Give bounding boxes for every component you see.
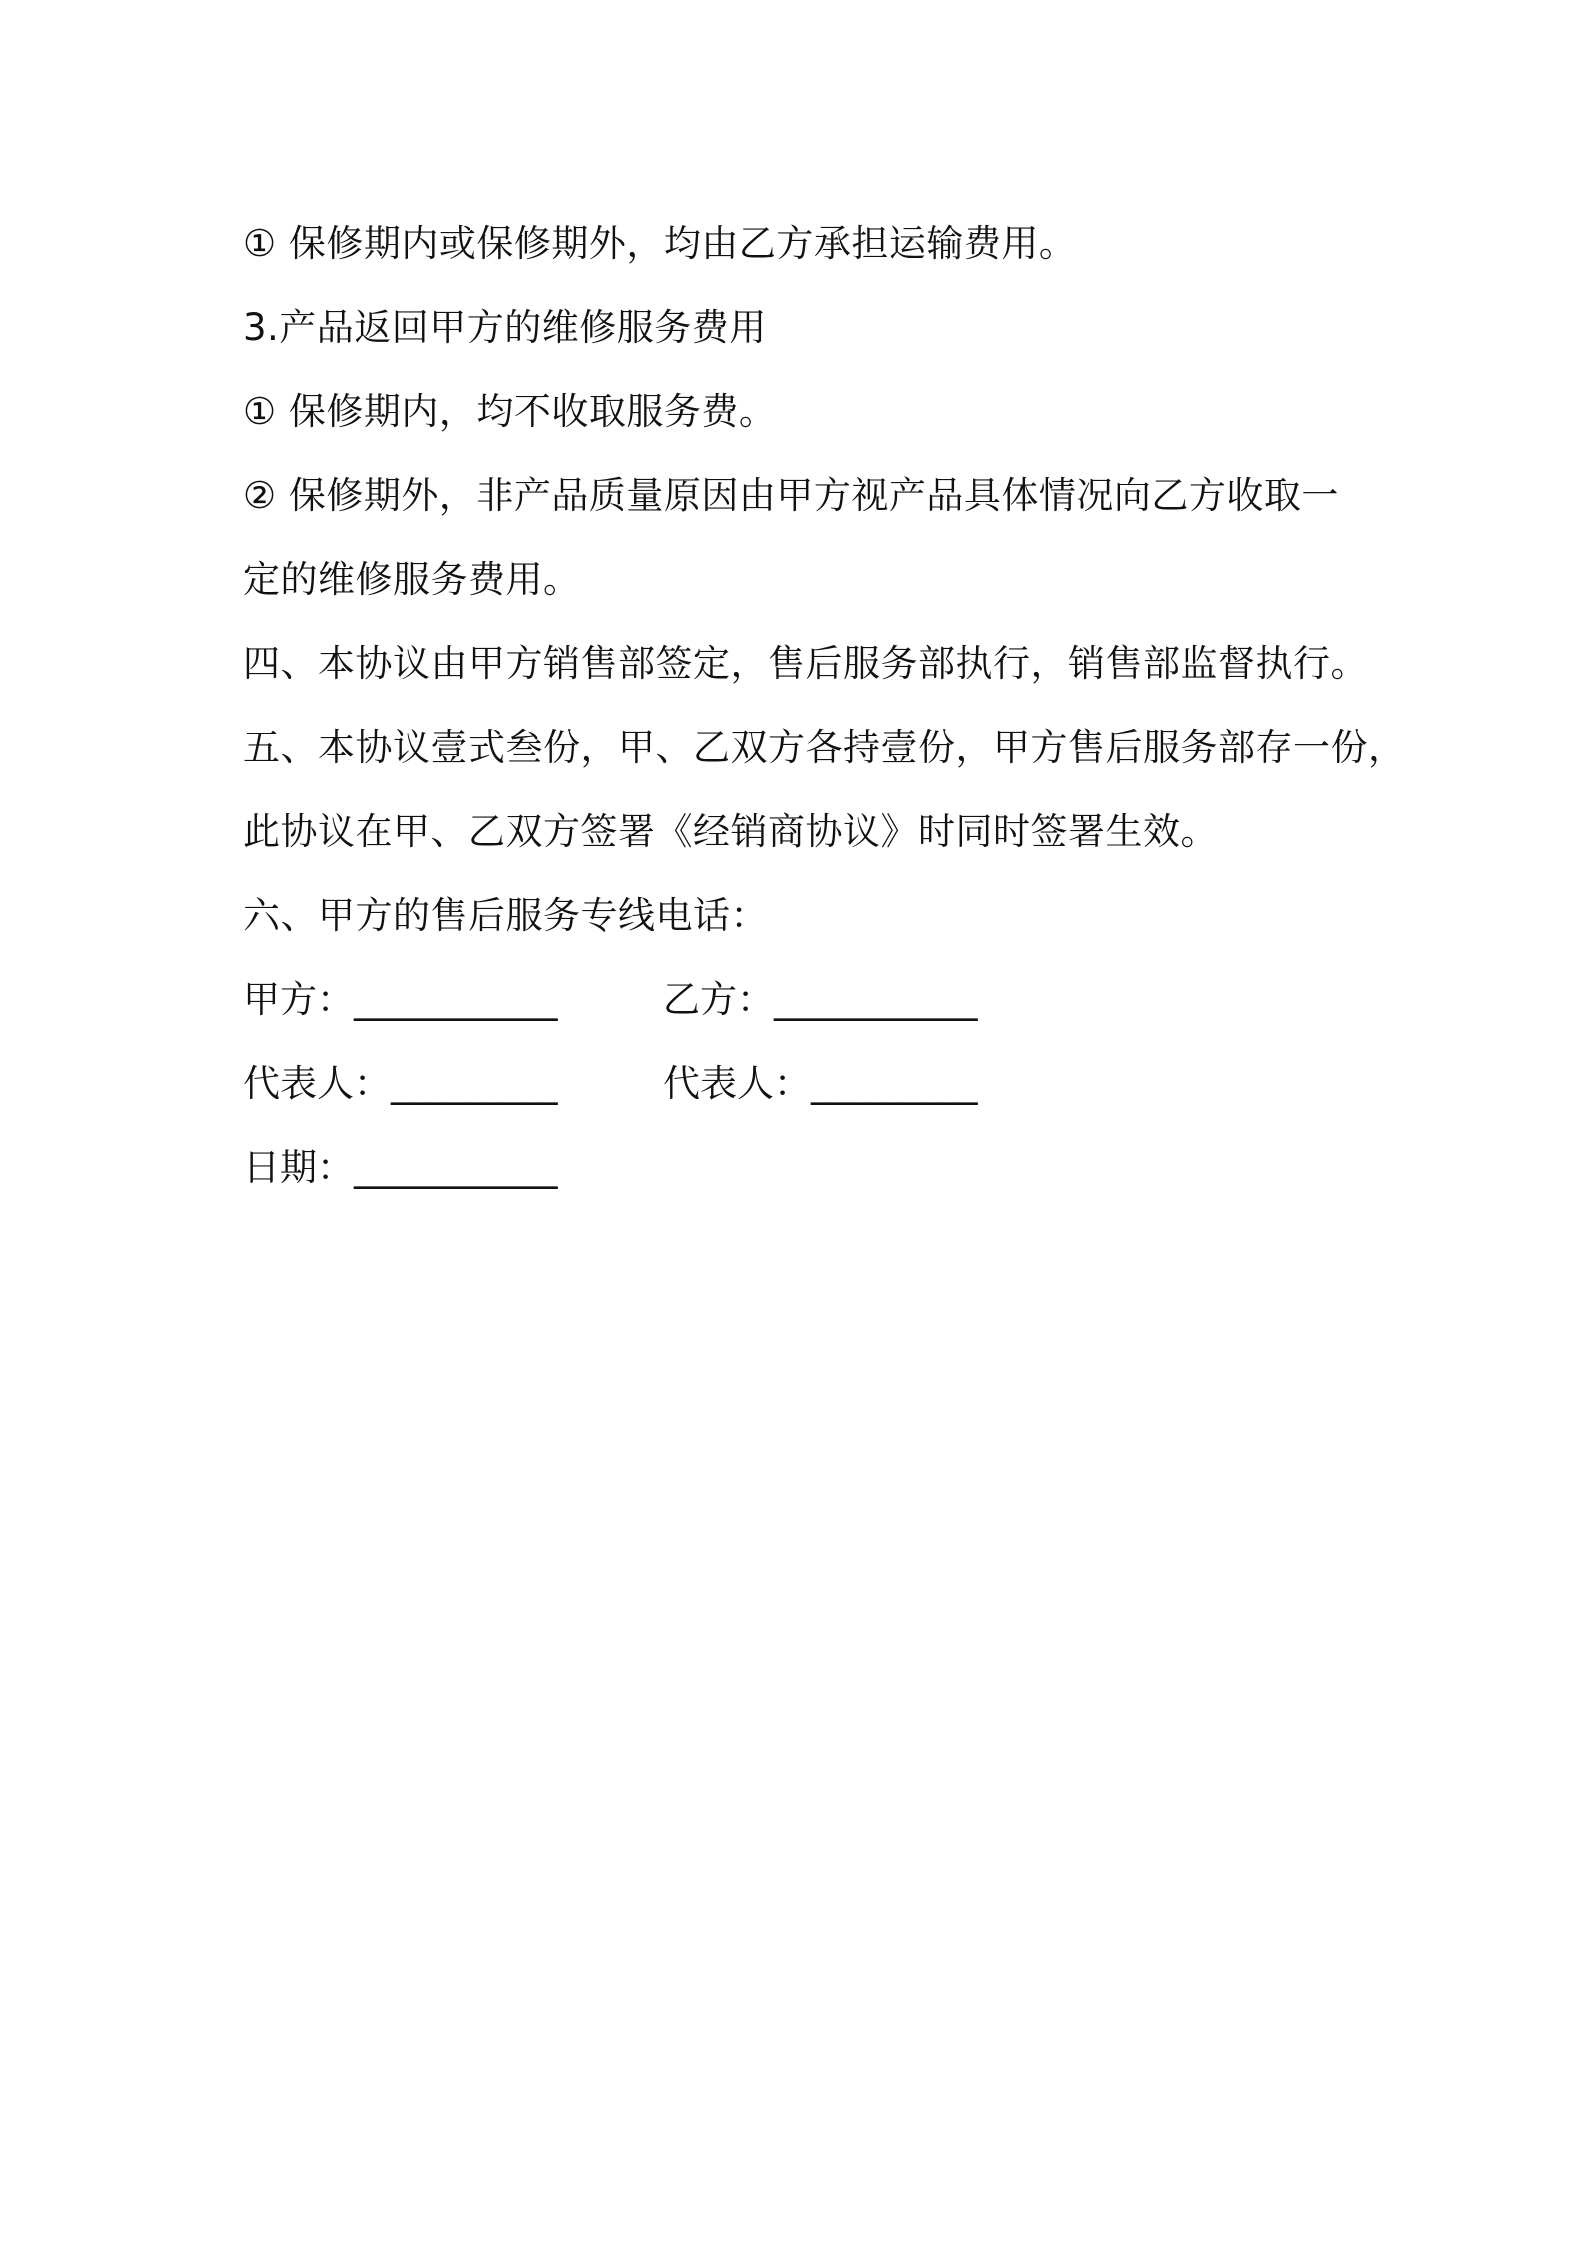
clause-out-of-warranty-fee: ② 保修期外，非产品质量原因由甲方视产品具体情况向乙方收取一 <box>243 474 1339 517</box>
clause-six-hotline: 六、甲方的售后服务专线电话： <box>243 894 768 937</box>
rep-a-signature: 代表人：_________ <box>243 1062 558 1105</box>
signature-row-representatives <box>243 1042 1363 1126</box>
clause-four-execution: 四、本协议由甲方销售部签定，售后服务部执行，销售部监督执行。 <box>243 642 1368 685</box>
date-signature: 日期：___________ <box>243 1146 558 1189</box>
party-b-signature: 乙方：___________ <box>663 978 978 1021</box>
party-a-signature: 甲方：___________ <box>243 978 558 1021</box>
document-body <box>243 202 1406 1210</box>
clause-in-warranty-free: ① 保修期内，均不收取服务费。 <box>243 390 777 433</box>
rep-b-signature: 代表人：_________ <box>663 1062 978 1105</box>
section-repair-fee-heading: 3.产品返回甲方的维修服务费用 <box>243 306 767 349</box>
clause-transport-fee: ① 保修期内或保修期外，均由乙方承担运输费用。 <box>243 222 1077 265</box>
signature-row-parties <box>243 958 1363 1042</box>
signature-row-date <box>243 1126 1363 1210</box>
clause-five-copies-cont: 此协议在甲、乙双方签署《经销商协议》时同时签署生效。 <box>243 810 1218 853</box>
clause-out-of-warranty-fee-cont: 定的维修服务费用。 <box>243 558 581 601</box>
clause-five-copies: 五、本协议壹式叁份，甲、乙双方各持壹份，甲方售后服务部存一份， <box>243 726 1406 769</box>
